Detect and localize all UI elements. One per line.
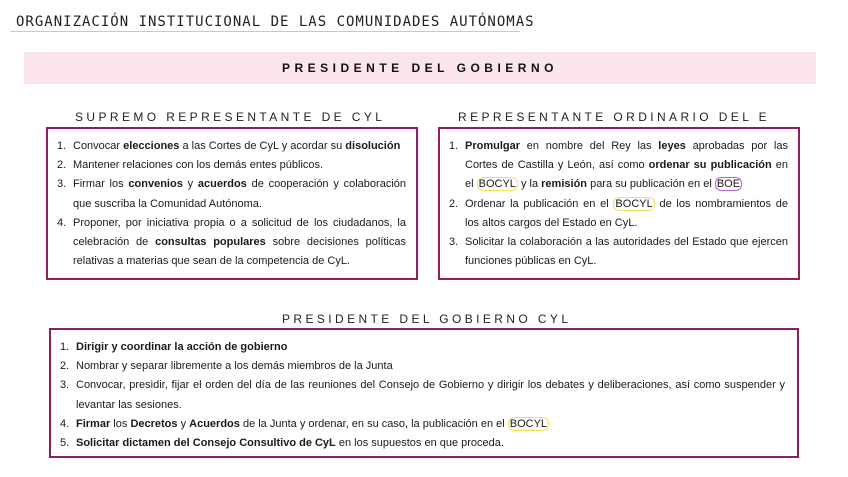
text-run: y la <box>517 178 542 191</box>
text-run: de la Junta y ordenar, en su caso, la publicación en el <box>239 417 508 430</box>
left-section-heading: SUPREMO REPRESENTANTE DE CYL <box>75 110 386 124</box>
highlighted-term: BOCYL <box>509 417 548 430</box>
text-run: y <box>182 178 198 191</box>
title-underline <box>10 31 520 32</box>
left-section-box <box>46 127 418 280</box>
page-title: ORGANIZACIÓN INSTITUCIONAL DE LAS COMUNIDADES AUTÓNOMAS <box>16 14 535 30</box>
text-run: de cooperación y colaboración que suscriba la Comunidad Autónoma. <box>73 178 406 210</box>
list-item-number: 1. <box>449 140 459 152</box>
text-run: Convocar <box>73 140 124 152</box>
list-item-text <box>73 214 406 272</box>
text-run: sobre decisiones políticas relativas a materias que sean de la competencia de CyL. <box>73 236 406 268</box>
text-run: Proponer, por iniciativa propia o a solicitud de los ciudadanos, la celebración de <box>73 216 406 249</box>
text-run: Convocar, presidir, fijar el orden del día de las reuniones del Consejo de Gobierno y dirigir los debates y deliberaciones, así como suspender y levantar las sesiones. <box>76 379 785 411</box>
list-item <box>57 214 406 272</box>
bottom-section-list <box>60 338 785 453</box>
list-item-number: 3. <box>57 178 67 191</box>
list-item <box>449 233 788 271</box>
list-item-number: 3. <box>449 236 459 249</box>
list-item-number: 1. <box>60 341 70 353</box>
text-run: aprobadas por las Cortes de Castilla y León, así como <box>465 140 788 172</box>
list-item <box>57 175 406 213</box>
bold-term: convenios <box>128 178 183 191</box>
right-section-heading: REPRESENTANTE ORDINARIO DEL E <box>458 110 770 124</box>
text-run: Ordenar la publicación en el <box>465 197 614 210</box>
bold-term: Decretos <box>130 417 178 430</box>
bold-term: disolución <box>345 140 401 152</box>
list-item-number: 5. <box>60 437 70 450</box>
list-item-number: 2. <box>57 159 67 172</box>
list-item <box>60 415 785 434</box>
bold-term: Promulgar <box>465 140 521 152</box>
list-item <box>60 357 785 376</box>
bold-term: leyes <box>658 140 686 152</box>
banner-title: PRESIDENTE DEL GOBIERNO <box>282 61 558 75</box>
text-run: en el <box>465 159 788 191</box>
list-item <box>60 434 785 453</box>
bottom-section-box <box>49 328 799 458</box>
text-run: a las Cortes de CyL y acordar su <box>179 140 346 152</box>
list-item-text <box>76 415 785 434</box>
text-run: y <box>177 417 190 430</box>
list-item-text <box>76 434 785 453</box>
banner <box>24 52 816 84</box>
text-run: Solicitar la colaboración a las autoridades del Estado que ejercen funciones públicas en CyL. <box>465 236 788 268</box>
left-section-list <box>57 137 406 271</box>
list-item-number: 3. <box>60 379 70 392</box>
bold-term: remisión <box>541 178 588 191</box>
text-run: en los supuestos en que proceda. <box>335 437 504 450</box>
list-item <box>57 156 406 175</box>
list-item-number: 4. <box>57 216 67 229</box>
right-section-box <box>438 127 800 280</box>
list-item-text <box>73 175 406 213</box>
list-item-text <box>73 137 406 156</box>
list-item-number: 2. <box>449 197 459 210</box>
list-item-text <box>465 233 788 271</box>
list-item-text <box>465 137 788 195</box>
text-run: en nombre del Rey las <box>520 140 659 152</box>
text-run: Mantener relaciones con los demás entes públicos. <box>73 159 324 172</box>
bold-term: Acuerdos <box>189 417 240 430</box>
list-item <box>57 137 406 156</box>
list-item-text <box>76 357 785 376</box>
list-item-text <box>73 156 406 175</box>
list-item <box>60 376 785 414</box>
bold-term: Dirigir y coordinar la acción de gobierno <box>76 341 288 353</box>
highlighted-term: BOCYL <box>478 178 516 191</box>
bold-term: ordenar su publicación <box>648 159 772 172</box>
list-item <box>60 338 785 357</box>
list-item-number: 2. <box>60 360 70 373</box>
list-item-text <box>465 195 788 233</box>
text-run: para su publicación en el <box>587 178 715 191</box>
bold-term: Firmar <box>76 417 111 430</box>
text-run: los <box>110 417 131 430</box>
list-item-number: 1. <box>57 140 67 152</box>
list-item-number: 4. <box>60 417 70 430</box>
bottom-section-heading: PRESIDENTE DEL GOBIERNO CYL <box>282 312 572 326</box>
bold-term: consultas populares <box>155 236 266 249</box>
bold-term: acuerdos <box>197 178 247 191</box>
text-run: de los nombramientos de los altos cargos del Estado en CyL. <box>465 197 788 229</box>
highlighted-term: BOCYL <box>615 197 653 210</box>
text-run: Nombrar y separar libremente a los demás miembros de la Junta <box>76 360 393 373</box>
highlighted-term: BOE <box>716 178 741 191</box>
list-item-text <box>76 338 785 357</box>
right-section-list <box>449 137 788 271</box>
text-run: Firmar los <box>73 178 129 191</box>
bold-term: Solicitar dictamen del Consejo Consultivo de CyL <box>76 437 336 450</box>
list-item <box>449 137 788 195</box>
list-item-text <box>76 376 785 414</box>
list-item <box>449 195 788 233</box>
bold-term: elecciones <box>123 140 180 152</box>
